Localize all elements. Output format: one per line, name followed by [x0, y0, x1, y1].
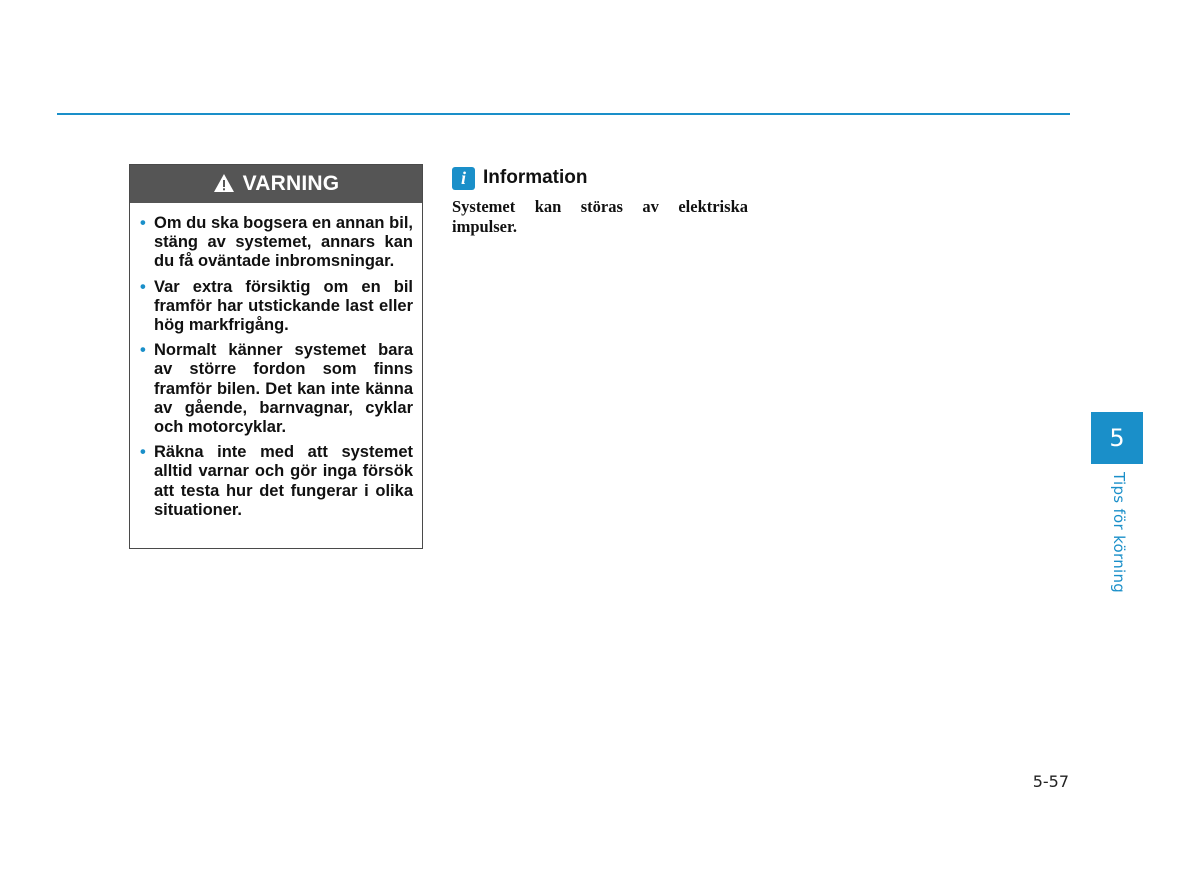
information-title-row	[452, 166, 748, 190]
header-rule	[57, 113, 1070, 115]
warning-title: VARNING	[242, 172, 340, 195]
warning-triangle-icon	[213, 173, 235, 193]
warning-item: • Räkna inte med att systemet alltid varnar och gör inga försök att testa hur det fungerar i olika situationer.	[140, 443, 413, 519]
warning-list	[130, 203, 422, 520]
bullet: •	[140, 443, 146, 462]
warning-header	[130, 165, 422, 203]
information-block	[452, 166, 748, 236]
warning-box	[129, 164, 423, 549]
bullet: •	[140, 277, 146, 296]
warning-item: • Om du ska bogsera en annan bil, stäng av systemet, annars kan du få oväntade inbromsningar.	[140, 214, 413, 271]
warning-item: • Normalt känner systemet bara av större fordon som finns framför bilen. Det kan inte känna av gående, barnvagnar, cyklar och motorcyklar.	[140, 341, 413, 437]
bullet: •	[140, 214, 146, 232]
chapter-label: Tips för körning	[1110, 472, 1128, 594]
bullet: •	[140, 341, 146, 360]
chapter-tab: 5	[1091, 412, 1143, 464]
information-text: Systemet kan störas av elektriska impulser.	[452, 197, 748, 236]
information-title: Information	[483, 167, 588, 188]
page-number: 5-57	[1032, 772, 1069, 791]
info-icon: i	[452, 167, 475, 190]
warning-item: • Var extra försiktig om en bil framför har utstickande last eller hög markfrigång.	[140, 277, 413, 335]
